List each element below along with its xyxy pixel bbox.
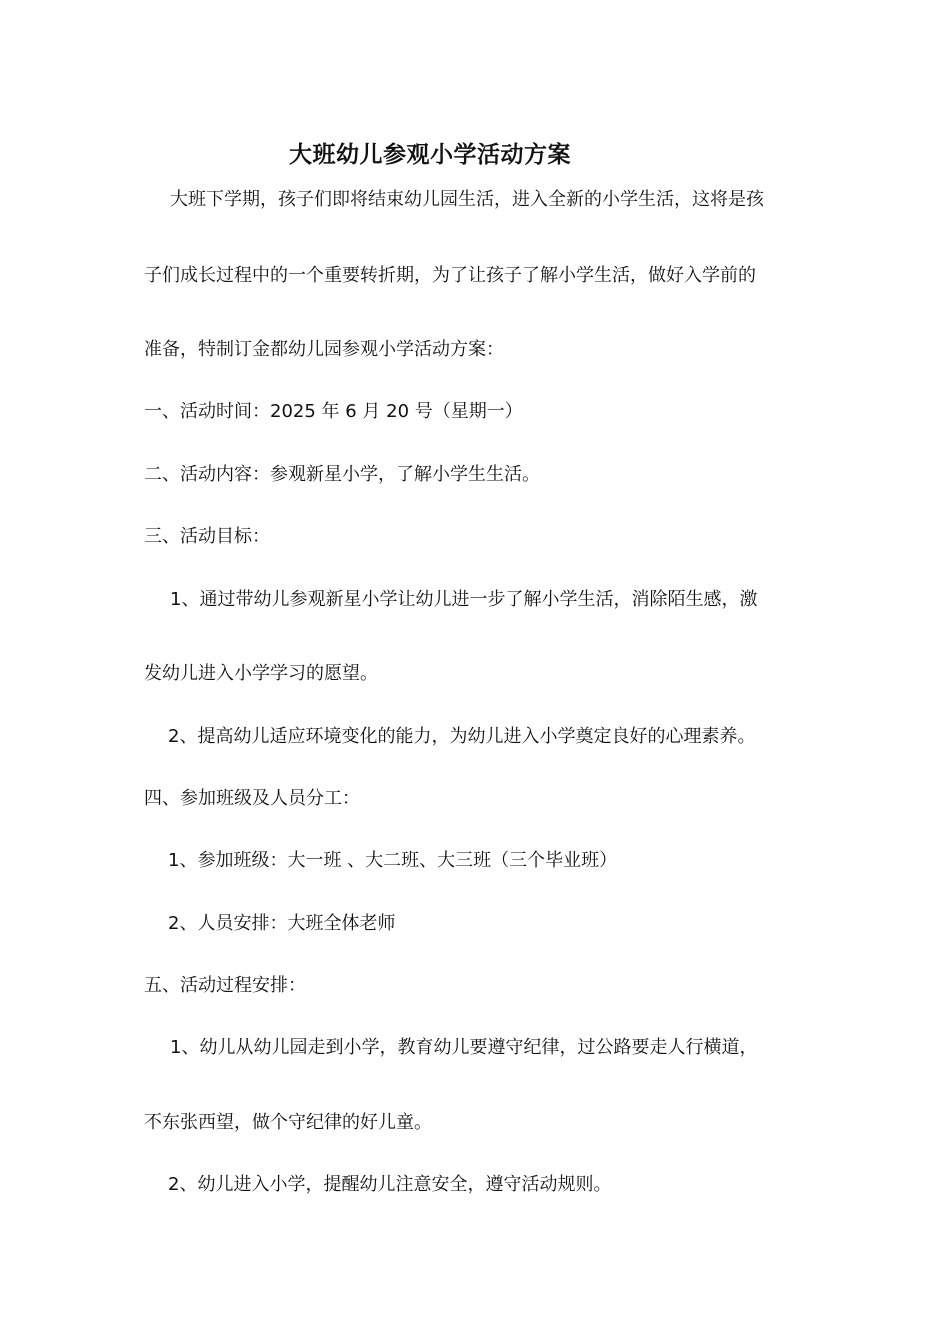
section-5-item-2: 2、幼儿进入小学，提醒幼儿注意安全，遵守活动规则。 [168,1174,612,1195]
section-3-item-1-line-1: 1、通过带幼儿参观新星小学让幼儿进一步了解小学生活，消除陌生感，激 [170,589,758,610]
section-3-heading: 三、活动目标： [144,526,270,547]
section-3-item-1-line-2: 发幼儿进入小学学习的愿望。 [144,663,378,684]
section-2-content: 二、活动内容：参观新星小学，了解小学生生活。 [144,464,540,485]
section-4-item-1: 1、参加班级：大一班 、大二班、大三班（三个毕业班） [168,850,618,871]
section-5-item-1-line-1: 1、幼儿从幼儿园走到小学，教育幼儿要遵守纪律，过公路要走人行横道， [170,1037,758,1058]
section-5-item-1-line-2: 不东张西望，做个守纪律的好儿童。 [144,1112,432,1133]
intro-line-3: 准备，特制订金都幼儿园参观小学活动方案： [144,339,504,360]
intro-line-2: 子们成长过程中的一个重要转折期，为了让孩子了解小学生活，做好入学前的 [144,265,756,286]
intro-line-1: 大班下学期，孩子们即将结束幼儿园生活，进入全新的小学生活，这将是孩 [170,189,764,210]
section-4-heading: 四、参加班级及人员分工： [144,788,360,809]
section-1-time: 一、活动时间：2025 年 6 月 20 号（星期一） [144,401,523,422]
section-3-item-2: 2、提高幼儿适应环境变化的能力，为幼儿进入小学奠定良好的心理素养。 [168,726,756,747]
page-title: 大班幼儿参观小学活动方案 [289,142,571,168]
section-5-heading: 五、活动过程安排： [144,975,306,996]
section-4-item-2: 2、人员安排：大班全体老师 [168,913,396,934]
